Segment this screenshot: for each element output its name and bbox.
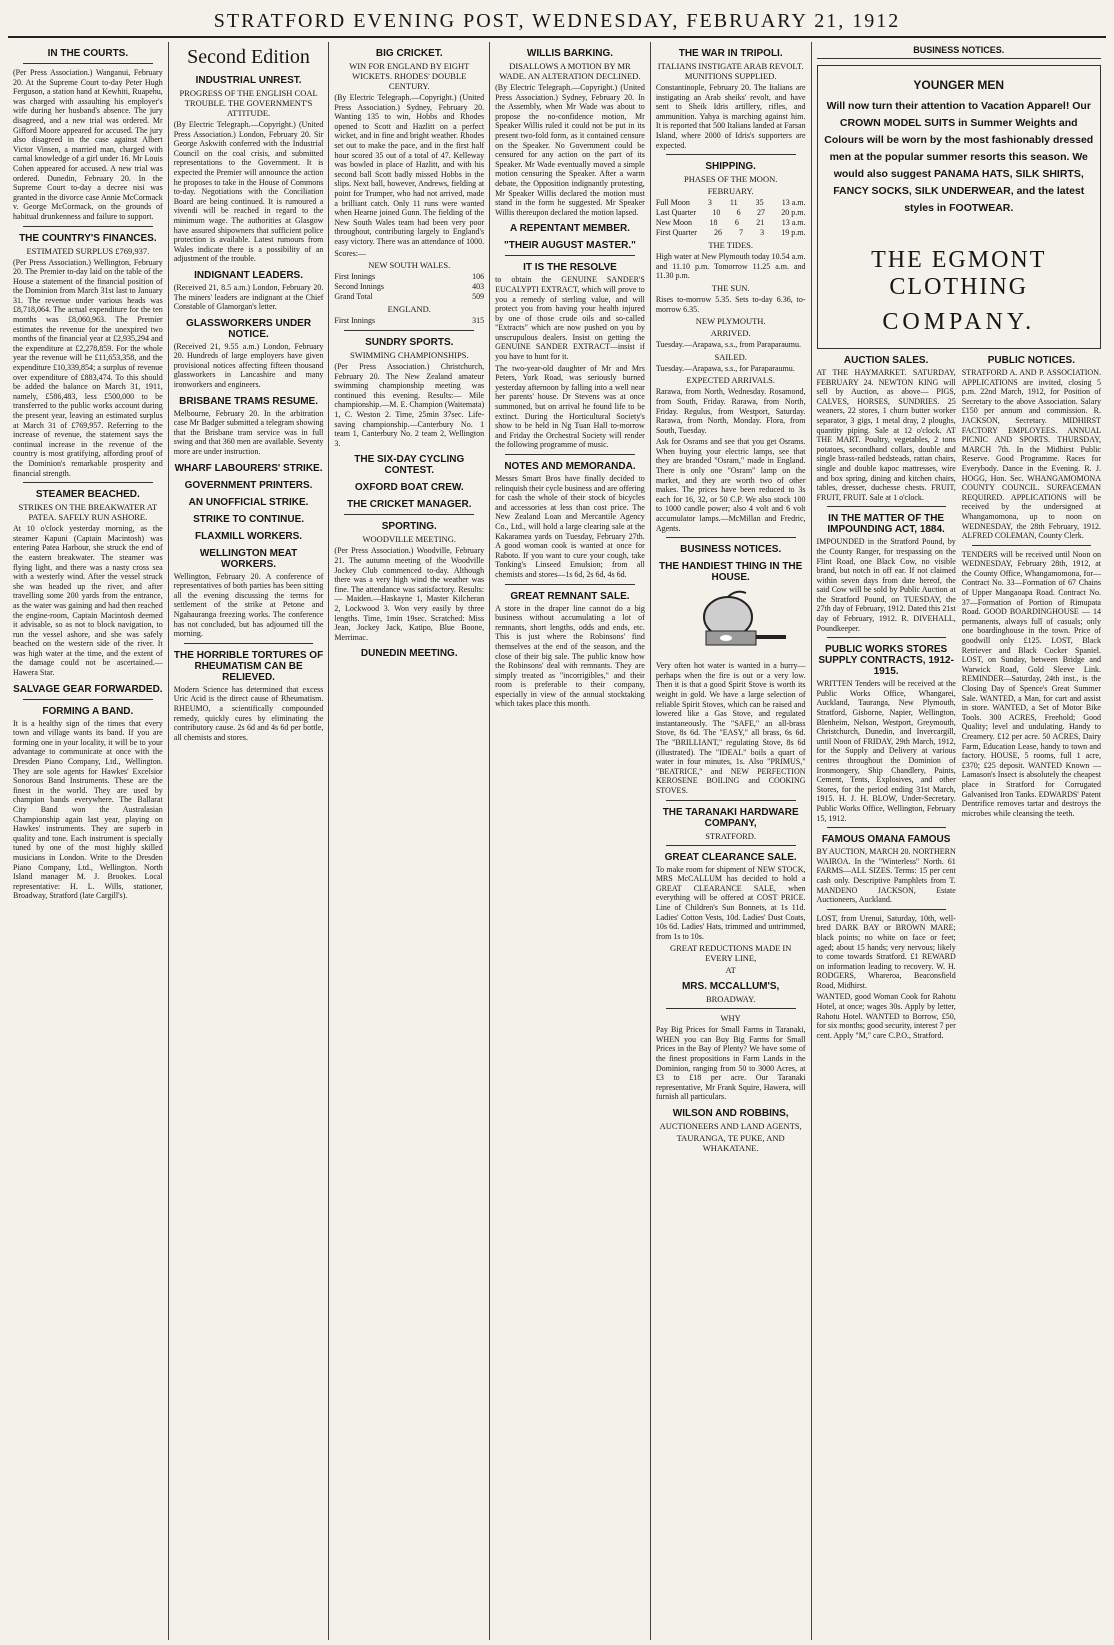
manager-heading: THE CRICKET MANAGER.: [347, 499, 472, 511]
business-notices-heading: BUSINESS NOTICES.: [680, 544, 782, 556]
moon-phase: Last Quarter: [655, 208, 697, 218]
leaders-text: (Received 21, 8.5 a.m.) London, February 20. The miners' leaders are indignant at the Chief Constable of Glamorgan's letter.: [173, 282, 324, 312]
repentant-heading: A REPENTANT MEMBER.: [509, 223, 630, 235]
unrest-heading: INDUSTRIAL UNREST.: [195, 75, 302, 86]
meat-text: Wellington, February 20. A conference of representatives of both parties has been sitting all the evening discussing the terms for settlement of the strike at Petone and Ngahauranga freezing works. The conference has not concluded, but has adjourned till the morning.: [173, 571, 324, 639]
leaders-heading: INDIGNANT LEADERS.: [194, 269, 303, 281]
oxford-heading: OXFORD BOAT CREW.: [354, 482, 464, 494]
divider: [344, 514, 474, 515]
resolve-heading: IT IS THE RESOLVE: [523, 262, 617, 274]
moon-min: 35: [755, 198, 764, 208]
tides-text: High water at New Plymouth today 10.54 a.m. and 11.10 p.m. Tomorrow 11.25 a.m. and 11.30 p.m.: [655, 252, 806, 281]
nsw-heading: NEW SOUTH WALES.: [368, 260, 451, 271]
clearance-text: To make room for shipment of NEW STOCK, MRS McCALLUM has decided to hold a GREAT CLEARANCE SALE, when everything will be offered at COST PRICE. Line of Children's Sun Bonnets, at 1s 11d. Ladies' Cotton Vests, 10d. Ladies' Dust Coats, 10s 6d. Ladies' Hats, trimmed and untrimmed, from 1s to 10s.: [655, 864, 806, 941]
younger-men-title: YOUNGER MEN: [913, 78, 1005, 92]
handiest-heading: THE HANDIEST THING IN THE HOUSE.: [658, 561, 803, 584]
finances-text: (Per Press Association.) Wellington, February 20. The Premier to-day laid on the table of the House a statement of the financial position of the Dominion from March 31st last to January 31. The revenue under various heads was £8,718,064. The actual expenditure for the ten months was £8,060,963. The Premier estimates the revenue for the unexpired two months of the financial year at £2,935,294 and the expenditure at £2,278,859. For the whole year the revenue will be £11,653,358, and the expenditure £10,339,854; a surplus of revenue over expenditure of £883,474. To this should be added the balance on March 31, 1911, namely, £586,483, less £500,000 to be transferred to the public works account during the present year, leaving an estimated surplus at March 31 of £769,957. Referring to the increase of revenue, the statement says the continual increase in the revenue of the country is most gratifying, affording proof of the Dominion's remarkable prosperity and financial strength.: [13, 257, 163, 478]
why-text: Pay Big Prices for Small Farms in Taranaki, WHEN you can Buy Big Farms for Small Prices in the Bay of Plenty? We have some of the finest propositions in Farm Lands in the Dominion, ranging from 50 to 3000 Acres, at £3 to £18 per acre. Our Taranaki representative, Mr Frank Squire, Hawera, will furnish all particulars.: [655, 1025, 806, 1102]
sun-heading: THE SUN.: [711, 282, 750, 293]
willis-text: (By Electric Telegraph.—Copyright.) (United Press Association.) Sydney, February 20. In the Assembly, when Mr Wade was about to propose the no-confidence motion, Mr Speaker Willis ruled it could not be put in its present two-fold form, as it contained censure on the Speaker. No Government could be censured for any action on the part of its Speaker. Mr Wade eventually moved a simple motion censuring the Speaker. After a warm debate, the Opposition indignantly protesting, Mr Speaker Willis declared the motion must stand in the form he suggested. Mr Speaker Willis thereupon declared the motion lapsed.: [495, 83, 645, 217]
divider: [505, 454, 635, 455]
younger-men-body: Will now turn their attention to Vacation Apparel! Our CROWN MODEL SUITS in Summer Weights and Colours will be worn by the most fashionably dressed men at the popular summer resorts this season. We would also suggest PANAMA HATS, SILK SHIRTS, FANCY SOCKS, SILK UNDERWEAR, and the latest styles in FOOTWEAR.: [824, 100, 1094, 214]
moon-day: 3: [707, 198, 712, 208]
business-notices-heading: BUSINESS NOTICES.: [817, 42, 1101, 59]
moon-min: 27: [756, 208, 765, 218]
moon-time: 13 a.m.: [781, 218, 806, 228]
divider: [972, 545, 1091, 546]
woodville-text: (Per Press Association.) Woodville, February 21. The autumn meeting of the Woodville Jockey Club commenced to-day. Although there was a very high wind the weather was fine. The attendance was satisfactory. Results:— Maiden.—Haskayne 1, Master Kilcheran 2, Lockwood 3. Won very easily by three lengths. Time, 1min 19sec. Scratched: Miss Jean, Jockey Jack, Katipo, Blue Boone, Merrimac.: [334, 546, 485, 642]
left-subcolumn: [817, 349, 956, 1042]
trams-text: Melbourne, February 20. In the arbitration case Mr Badger submitted a telegram showing that the Brisbane tram service was in full swing and that 360 men are available. Seventy more are under instruction.: [173, 408, 324, 457]
willis-subheading: DISALLOWS A MOTION BY MR WADE. AN ALTERATION DECLINED.: [499, 61, 641, 81]
dunedin-heading: DUNEDIN MEETING.: [360, 648, 458, 660]
wilson-towns: TAURANGA, TE PUKE, AND WHAKATANE.: [676, 1133, 785, 1154]
divider: [23, 226, 153, 227]
column-2: [169, 42, 330, 1640]
score-label: Grand Total: [334, 292, 373, 302]
moon-row: [656, 228, 806, 238]
moon-row: [656, 208, 806, 218]
steamer-subheading: STRIKES ON THE BREAKWATER AT PATEA. SAFELY RUN ASHORE.: [18, 502, 158, 523]
public-notices-text: STRATFORD A. AND P. ASSOCIATION. APPLICATIONS are invited, closing 5 p.m. 22nd March, 1912, for Position of Secretary to the above Association. Salary £150 per annum and commission. R. JACKSON, Secretary. MIDHIRST FACTORY EMPLOYEES. ANNUAL PICNIC AND SPORTS. THURSDAY, MARCH 7th. In the Midhirst Public Reserve. Good Programme. Races for Everybody. Dance in the Evening. R. J. HOGG, Hon. Sec. WHANGAMOMONA COUNTY COUNCIL. SURFACEMAN REQUIRED. APPLICATIONS will be received by the undersigned at Whangamomona, up to noon on WEDNESDAY, the 28th February, 1912. ALFRED COLEMAN, County Clerk.: [961, 368, 1101, 541]
at-label: AT: [725, 965, 736, 976]
sun-text: Rises to-morrow 5.35. Sets to-day 6.36, to-morrow 6.35.: [655, 294, 806, 314]
moon-hour: 11: [729, 198, 738, 208]
moon-phase: New Moon: [655, 218, 693, 228]
moon-row: [656, 218, 806, 228]
column-5: [651, 42, 812, 1640]
egmont-company: COMPANY.: [882, 309, 1036, 335]
tripoli-subheading: ITALIANS INSTIGATE ARAB REVOLT. MUNITIONS SUPPLIED.: [657, 61, 804, 81]
moon-day: 26: [714, 228, 722, 238]
sporting-heading: SPORTING.: [381, 521, 437, 533]
divider: [505, 255, 635, 256]
tides-heading: THE TIDES.: [708, 240, 754, 251]
public-notices-heading: PUBLIC NOTICES.: [987, 355, 1075, 366]
score-label: First Innings: [334, 316, 376, 326]
spirit-stove-illustration: [666, 587, 796, 657]
england-heading: ENGLAND.: [387, 304, 431, 315]
score-label: First Innings: [334, 272, 376, 282]
divider: [666, 537, 796, 538]
moon-hour: 7: [739, 228, 744, 238]
courts-heading: IN THE COURTS.: [47, 48, 129, 59]
divider: [827, 506, 946, 507]
moon-phase: First Quarter: [655, 228, 697, 238]
mccallum-subheading: BROADWAY.: [705, 994, 756, 1005]
omana-text: BY AUCTION, MARCH 20. NORTHERN WAIROA. In the "Winterless" North. 61 FARMS—ALL SIZES. Terms: 15 per cent cash only. Descriptive Pamphlets from T. MANDENO JACKSON, Estate Auctioneers, Auckland.: [816, 847, 956, 905]
finances-subheading: ESTIMATED SURPLUS £769,937.: [26, 245, 150, 256]
continue-heading: STRIKE TO CONTINUE.: [193, 513, 305, 525]
column-6: [812, 42, 1106, 1640]
moon-hour: 6: [734, 218, 739, 228]
moon-phase: Full Moon: [655, 198, 690, 208]
divider: [666, 845, 796, 846]
auction-text: AT THE HAYMARKET. SATURDAY, FEBRUARY 24. NEWTON KING will sell by Auction, as above— PIGS, CALVES, HORSES, SUNDRIES. 25 weaners, 22 stores, 1 churn butter worker separator, 3 gigs, 1 metal dray, 2 ploughs, quantity piping. Sale at 12 o'clock. AT THE MART. Poultry, vegetables, 2 tons potatoes, secondhand collars, double and single brass-railed bedsteads, rattan chairs, single and double kapoc mattresses, wire and box spring, dining and kitchen chairs, tables, dresser, duchesse chests. FRUIT, FRUIT, FRUIT. Sale at 1 o'clock.: [816, 368, 956, 502]
remnant-heading: GREAT REMNANT SALE.: [510, 590, 630, 602]
score-value: 315: [472, 316, 485, 326]
impound-text: IMPOUNDED in the Stratford Pound, by the County Ranger, for trespassing on the Flint Road, one Black Cow, no visible brand, but notch in off ear. If not claimed within seven days from date hereof, the said Cow will be sold by Public Auction at the Stratford Pound, on TUESDAY, the 27th day of February, 1912. Dated this 21st day of February, 1912. R. DIVEHALL, Poundkeeper.: [816, 537, 956, 633]
younger-men-ad: [817, 65, 1101, 349]
omana-heading: FAMOUS OMANA FAMOUS: [821, 834, 951, 846]
woodville-heading: WOODVILLE MEETING.: [362, 534, 456, 545]
rheumatism-text: Modern Science has determined that excess Uric Acid is the direct cause of Rheumatism. RHEUMO, a scientifically compounded remedy, quickly cures by eliminating the contributory cause. 2s 6d and 4s 6d per bottle, all chemists and stores.: [173, 684, 324, 742]
expected-heading: EXPECTED ARRIVALS.: [686, 375, 775, 386]
glass-text: (Received 21, 9.55 a.m.) London, February 20. Hundreds of large employers have given provisional notices affecting fifteen thousand glassworkers in Lancashire and many ironworkers and engineers.: [173, 341, 324, 390]
lost-mare-text: LOST, from Urenui, Saturday, 10th, well-bred DARK BAY or BROWN MARE; black points; no white on face or feet; aged; about 15 hands; very nervous; likely to come towards Stratford. £1 REWARD on information leading to recovery. W. H. RODGERS, Whareroa, Beaconsfield Road, Midhirst.: [816, 913, 956, 990]
mccallum-heading: MRS. MCCALLUM'S,: [681, 981, 780, 993]
score-row: [334, 292, 484, 302]
score-row: [334, 272, 484, 282]
new-plymouth-heading: NEW PLYMOUTH.: [695, 316, 766, 327]
wilson-heading: WILSON AND ROBBINS,: [672, 1108, 789, 1120]
score-row: [334, 316, 484, 326]
wharf-heading: WHARF LABOURERS' STRIKE.: [174, 462, 323, 474]
column-1: [8, 42, 169, 1640]
willis-heading: WILLIS BARKING.: [526, 48, 614, 59]
score-row: [334, 282, 484, 292]
sailed-heading: SAILED.: [714, 351, 747, 362]
divider: [666, 800, 796, 801]
divider: [666, 154, 796, 155]
trams-heading: BRISBANE TRAMS RESUME.: [179, 395, 318, 407]
moon-day: 18: [709, 218, 718, 228]
arrived-text: Tuesday.—Arapawa, s.s., from Paraparaumu.: [655, 340, 801, 350]
divider: [827, 909, 946, 910]
column-4: [490, 42, 651, 1640]
steamer-heading: STEAMER BEACHED.: [35, 489, 140, 501]
works-heading: PUBLIC WORKS STORES SUPPLY CONTRACTS, 1912-1915.: [818, 644, 954, 678]
wanted-text: WANTED, good Woman Cook for Rahotu Hotel, at once; wages 30s. Apply by letter, Rahotu Hotel. WANTED to Borrow, £50, for six months; good security, interest 7 per cent. Apply "M," care C.P.O., Stratford.: [816, 992, 956, 1040]
why-heading: WHY: [720, 1013, 741, 1024]
works-text: WRITTEN Tenders will be received at the Public Works Office, Whangarei, Auckland, Tauranga, New Plymouth, Stratford, Gisborne, Napier, Wellington, Blenheim, Nelson, Westport, Greymouth, Christchurch, Dunedin, and Invercargill, until Noon of FRIDAY, 29th March, 1912, for the Supply and Delivery at various centres throughout the Dominion of Ironmongery, Ship Chandlery, Paints, Cement, Tents, Explosives, and other Stores, for the period ending 31st March, 1915. H. J. H. BLOW, Under-Secretary. Public Works Office, Wellington, February 15, 1912.: [816, 679, 956, 823]
divider: [827, 827, 946, 828]
score-value: 403: [472, 282, 485, 292]
unrest-text: (By Electric Telegraph.—Copyright.) (United Press Association.) London, February 20. Sir George Askwith conferred with the Industrial Council on the coal crisis, and submitted representations to the Government. It is expected the Premier will announce the action he proposes to take in the House of Commons to-day. Negotiations with the Conciliation Board are being continued. It is rumoured a vivendi will be reached in regard to the minimum wage. The authorities at Glasgow have assured shipowners that sufficient police protection is available. Latest rumours from Wales indicate there is a possibility of an adjustment of the trouble.: [173, 120, 324, 264]
flaxmill-heading: FLAXMILL WORKERS.: [195, 530, 303, 542]
courts-text: (Per Press Association.) Wanganui, February 20. At the Supreme Court to-day Peter Hugh Ferguson, a station hand at Kewhiti, Ruapehu, was charged with assaulting his employer's wife during her husband's absence. The jury disagreed, and a new trial was ordered. Mr Gifford Moore appeared for accused. The jury also disagreed in the case against Albert Victor Vinsen, a married man, charged with carnal knowledge of a girl under 16. Mr Louis Cohen appeared for accused. A new trial was ordered. Dunedin, February 20. In the Supreme Court to-day a decree nisi was granted in the divorce case Annie McCormack v. George McCormack, on the grounds of habitual drunkenness and failure to support.: [13, 68, 163, 221]
divider: [666, 1008, 796, 1009]
notes-heading: NOTES AND MEMORANDA.: [504, 461, 636, 472]
moon-row: [656, 198, 806, 208]
notices-subcolumns: [817, 349, 1101, 1042]
sailed-text: Tuesday.—Arapawa, s.s., for Paraparaumu.: [655, 363, 795, 373]
score-label: Second Innings: [334, 282, 384, 292]
cricket-subheading: WIN FOR ENGLAND BY EIGHT WICKETS. RHODES' DOUBLE CENTURY.: [349, 61, 470, 91]
swim-heading: SWIMMING CHAMPIONSHIPS.: [349, 350, 469, 361]
classified-text: TENDERS will be received until Noon on WEDNESDAY, February 28th, 1912, at the County Office, Whangamomona, for— Contract No. 33—Formation of 67 Chains of Upper Mangaoapa Road. Contract No. 37—Formation of Portion of Rimupata Road. GOOD BOARDINGHOUSE — 14 permanents, always full of casuals; only one boardinghouse in the town. Price of goodwill only £125. LOST, Black Retriever and Black Cocker Spaniel. LOST, on Sunday, between Bridge and Warwick Road, Gold Sleeve Link. REMINDER—Saturday, 24th inst., is the Closing Day of Spence's Great Summer Sale. WANTED, a Man, for cart and assist in store. WANTED, a Set of Motor Bike Tools. 300 ACRES, Freehold; Good Quality; level and undulating. Handy to Creamery. £12 per acre. 50 ACRES, Dairy Farm, Education Lease, handy to town and factory. HOUSE, 5 rooms, full 1 acre, £370; £25 deposit. WANTED Known — Lamason's Insect is absolutely the cheapest place in Stratford for Corrugated Galvanised Iron Tanks. EDWARDS' Patent Dentrifice removes tartar and destroys the microbes while cleansing the teeth.: [961, 549, 1101, 818]
handiest-text: Very often hot water is wanted in a hurry—perhaps when the fire is out or a very low. Then it is that a good Spirit Stove is worth its weight in gold. We have a large selection of reliable Spirit Stoves, which can be raised and lowered like a Gas Stove, and regulated instantaneously. The "SAFE," an all-brass Stove, 8s 6d. The "EASY," all brass, 6s 6d. The "BRILLIANT," regulating Stove, 8s 6d (illustrated). The "IDEAL" boils a quart of water in four minutes, 1s. Also "PRIMUS," "BEATRICE," and NEW PERFECTION KEROSENE BOILING and COOKING STOVES.: [655, 661, 806, 795]
second-edition-title: Second Edition: [187, 46, 310, 68]
moon-heading: PHASES OF THE MOON.: [683, 174, 778, 185]
egmont-title: THE EGMONT CLOTHING: [871, 247, 1047, 300]
printers-heading: GOVERNMENT PRINTERS.: [184, 479, 313, 491]
expected-text: Rarawa, from North, Wednesday. Rosamond, from South, Friday. Rarawa, from North, Friday. Regulus, from Westport, Saturday. Rarawa, from North, Monday. Flora, from South, Tuesday.: [655, 387, 806, 435]
unrest-subheading: PROGRESS OF THE ENGLISH COAL TROUBLE. THE GOVERNMENT'S ATTITUDE.: [179, 88, 318, 118]
divider: [23, 699, 153, 700]
reductions-heading: GREAT REDUCTIONS MADE IN EVERY LINE,: [669, 943, 792, 964]
cricket-heading: BIG CRICKET.: [375, 48, 443, 59]
glass-heading: GLASSWORKERS UNDER NOTICE.: [186, 317, 312, 340]
moon-min: 21: [756, 218, 765, 228]
divider: [344, 330, 474, 331]
moon-time: 19 p.m.: [781, 228, 806, 238]
divider: [23, 482, 153, 483]
moon-hour: 6: [736, 208, 741, 218]
taranaki-subheading: STRATFORD.: [705, 830, 757, 841]
tripoli-text: Constantinople, February 20. The Italians are instigating an Arab sheiks' revolt, and have sent to Sheik Idris artillery, rifles, and ammunition. Yahya is marching against him. It is reported that 500 Italians landed at Farsan Island, where 2000 of Idris's supporters are expected.: [655, 83, 806, 150]
lamps-text: Ask for Osrams and see that you get Osrams. When buying your electric lamps, see that they are branded "Osram," made in England. There is only one "Osram" lamp on the market, and they are worth two of other makes. The prices have been reduced to 3s each for 16, 32, or 50 C.P. We also stock 100 to 1000 candle power; also 4 volt and 6 volt accumulator lamps.—McMillan and Fredric, Agents.: [655, 437, 806, 533]
shipping-heading: SHIPPING.: [705, 161, 756, 173]
rheumatism-heading: THE HORRIBLE TORTURES OF RHEUMATISM CAN BE RELIEVED.: [173, 649, 324, 683]
moon-min: 3: [760, 228, 765, 238]
taranaki-heading: THE TARANAKI HARDWARE COMPANY,: [662, 806, 799, 829]
impound-heading: IN THE MATTER OF THE IMPOUNDING ACT, 1884.: [827, 513, 945, 536]
unofficial-heading: AN UNOFFICIAL STRIKE.: [188, 496, 309, 508]
moon-time: 13 a.m.: [781, 198, 806, 208]
arrived-heading: ARRIVED.: [710, 328, 751, 339]
scores-label: Scores:—: [334, 248, 366, 258]
swim-text: (Per Press Association.) Christchurch, February 20. The New Zealand amateur swimming championship meeting was continued this evening. Results:— Mile championship.—M. E. Champion (Waitemata) 1, C. Weston 2. Time, 25min 37sec. Life-saving championship.—Canterbury No. 1 team 1, Canterbury No. 2 team 2, Wellington 3.: [334, 362, 485, 448]
moon-month: FEBRUARY.: [707, 186, 754, 197]
divider: [184, 643, 314, 644]
clearance-heading: GREAT CLEARANCE SALE.: [664, 851, 797, 863]
cycle-heading: THE SIX-DAY CYCLING CONTEST.: [354, 454, 465, 477]
notes-text: Messrs Smart Bros have finally decided to relinquish their cycle business and are offering for cash the whole of their stock of bicycles and accessories at less than cost price. The New Zealand Loan and Mercantile Agency Co., Ltd., will hold a large clearing sale at the Kakaramea yards on Tuesday, February 27th. A good woman cook is wanted at once for Raboto. If you want to cure your cough, take Tonking's Linseed Emulsion; from all chemists and stores—1s 6d, 2s 6d, 4s 6d.: [495, 474, 645, 579]
steamer-text: At 10 o'clock yesterday morning, as the steamer Kapuni (Captain Macintosh) was entering Patea Harbour, she struck the end of the eastern breakwater. The steamer was flying light, and there was a nasty cross sea with a westerly wind. After the vessel struck she was headed up the river, and after travelling some 200 yards from the entrance, as the water was gaining and had then reached the engine-room, Captain Macintosh deemed it advisable, so as not to block navigation, to run the vessel ashore, and she was safely beached on the western side of the river. It was high water at the time, and the extent of the damage could not be ascertained.—Hawera Star.: [13, 524, 163, 678]
meat-heading: WELLINGTON MEAT WORKERS.: [199, 547, 298, 570]
resolve-text: to obtain the GENUINE SANDER'S EUCALYPTI EXTRACT, which will prove to you a remedy of sterling value, and will protect you from having your health injured by one of those crude oils and so-called "Extracts" which are now pushed on you by unscrupulous dealers. Insist on getting the GENUINE SANDER EXTRACT—insist if you have to hunt for it.: [495, 275, 645, 362]
girl-text: The two-year-old daughter of Mr and Mrs Peters, York Road, was seriously burned yesterday afternoon by falling into a well near her parents' house. Dr Stevens was at once summoned, but on arrival he found life to be extinct. During the Horticultural Society's show to be held in Ng Tuan Hall to-morrow and Friday the Orchestral Society will render the following programme of music.: [495, 363, 645, 450]
columns: [8, 42, 1106, 1640]
score-value: 509: [472, 292, 485, 302]
salvage-heading: SALVAGE GEAR FORWARDED.: [13, 683, 163, 695]
remnant-text: A store in the draper line cannot do a big business without accumulating a lot of remnants, short lengths, odds and ends, etc. This is just where the Robinsons' find themselves at the end of the season, and the close of their big sale. The public know how the Robinsons' deal with remnants. They are simply treated as "incorrigibles," and their room is preferable to their company, especially in view of the annual stocktaking which takes place this month.: [495, 603, 645, 709]
auction-heading: AUCTION SALES.: [843, 355, 929, 366]
moon-time: 20 p.m.: [781, 208, 806, 218]
divider: [505, 584, 635, 585]
divider: [23, 63, 153, 64]
tripoli-heading: THE WAR IN TRIPOLI.: [678, 48, 783, 59]
wilson-subheading: AUCTIONEERS AND LAND AGENTS,: [659, 1121, 802, 1132]
right-subcolumn: [962, 349, 1101, 1042]
august-heading: "THEIR AUGUST MASTER.": [504, 240, 636, 252]
divider: [827, 637, 946, 638]
sports-heading: SUNDRY SPORTS.: [365, 337, 454, 349]
cricket-text: (By Electric Telegraph.—Copyright.) (United Press Association.) Sydney, February 20. Wanting 135 to win, Hobbs and Rhodes opened to Scott and Hazlitt on a perfect wicket, and in fine and bright weather. Rhodes set out to make the pace, and in the first half hour scored 35 out of a total of 47. Kelleway was bowled in place of Hazlitt, and with his second ball Scott badly missed Hobbs in the slips. Next ball, however, Andrews, fielding at point for Trumper, who had not arrived, made a brilliant catch. Only 11 runs were wanted when Hearne joined Gunn. The fielding of the New South Wales team had been very poor throughout, contributing largely to England's easy victory. There was an attendance of 1000.: [334, 93, 485, 246]
column-3: [329, 42, 490, 1640]
band-text: It is a healthy sign of the times that every town and village wants its band. If you are forming one in your locality, it will be to your advantage to communicate at once with the Dresden Piano Company, Ltd., Wellington. They are sole agents for Hawkes' Excelsior Sonorous Band Instruments. These are the finest in the world. They are used by champion bands everywhere. The Ballarat City Band won the Australasian Championship again last year, playing on Hawkes' instruments. They are superb in quality and tone. Each instrument is specially tuned by one of the most highly skilled musicians in London. Write to the Dresden Piano Company, Ltd., Wellington. North Island manager M. J. Brookes. Local representative: H. L. Wills, stationer, Broadway, Stratford (late Cargill's).: [13, 718, 163, 901]
finances-heading: THE COUNTRY'S FINANCES.: [19, 232, 157, 244]
moon-day: 10: [712, 208, 721, 218]
masthead: STRATFORD EVENING POST, WEDNESDAY, FEBRUARY 21, 1912: [8, 6, 1106, 38]
band-heading: FORMING A BAND.: [42, 705, 134, 717]
score-value: 106: [472, 272, 485, 282]
